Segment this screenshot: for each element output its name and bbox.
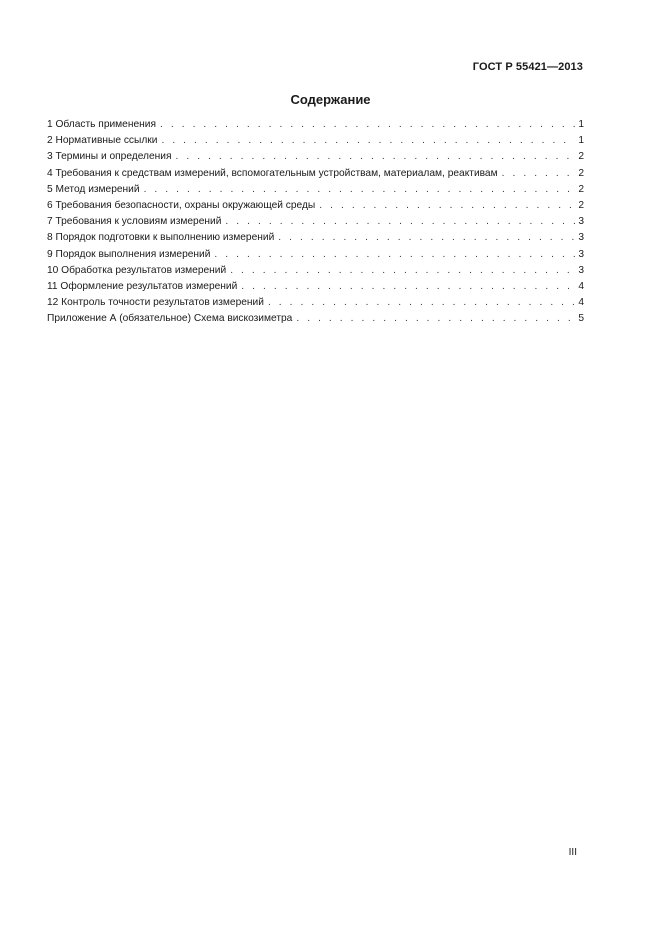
toc-entry-page: 2 — [578, 151, 584, 163]
toc-leader-dots — [278, 232, 575, 243]
toc-entry-page: 1 — [578, 119, 584, 130]
toc-entry[interactable] — [47, 151, 584, 167]
toc-entry-page: 3 — [578, 264, 584, 276]
toc-leader-dots — [175, 151, 575, 162]
toc-entry-appendix[interactable] — [47, 313, 584, 329]
toc-entry[interactable] — [47, 249, 584, 265]
toc-entry-label: 11 Оформление результатов измерений — [47, 280, 238, 292]
toc-title: Содержание — [290, 92, 371, 107]
toc-entry-label: 2 Нормативные ссылки — [47, 135, 158, 147]
toc-entry[interactable] — [47, 281, 584, 297]
toc-entry[interactable] — [47, 216, 584, 232]
toc-entry-label: 4 Требования к средствам измерений, вспомогательным устройствам, материалам, реактивам — [47, 167, 498, 179]
toc-entry[interactable] — [47, 232, 584, 248]
toc-entry-label: 12 Контроль точности результатов измерений — [47, 297, 264, 309]
toc-leader-dots — [319, 200, 575, 211]
toc-entry-page: 3 — [578, 216, 584, 228]
toc-entry[interactable] — [47, 265, 584, 281]
toc-leader-dots — [502, 168, 576, 179]
toc-entry[interactable] — [47, 297, 584, 313]
toc-leader-dots — [225, 216, 575, 227]
page-number: III — [568, 847, 577, 858]
toc-entry-page: 2 — [578, 199, 584, 211]
toc-entry-page: 3 — [578, 232, 584, 244]
toc-leader-dots — [214, 249, 575, 260]
toc-entry[interactable] — [47, 200, 584, 216]
toc-leader-dots — [230, 265, 575, 276]
toc-entry-label: 5 Метод измерений — [47, 183, 140, 195]
toc-entry-label: 7 Требования к условиям измерений — [47, 216, 222, 228]
toc-leader-dots — [296, 313, 575, 324]
toc-entry-label: Приложение А (обязательное) Схема вискозиметра — [47, 313, 293, 325]
toc-entry[interactable] — [47, 184, 584, 200]
toc-leader-dots — [144, 184, 576, 195]
toc-entry-page: 2 — [578, 167, 584, 179]
toc-entry-label: 3 Термины и определения — [47, 151, 172, 163]
toc-leader-dots — [161, 135, 575, 146]
toc-entry-page: 1 — [578, 135, 584, 147]
toc-entry-page: 4 — [578, 280, 584, 292]
toc-entry-page: 3 — [578, 248, 584, 260]
toc-entry[interactable] — [47, 119, 584, 135]
document-code: ГОСТ Р 55421—2013 — [472, 61, 583, 73]
toc-entry-label: 9 Порядок выполнения измерений — [47, 248, 211, 260]
toc-entry[interactable] — [47, 135, 584, 151]
toc-entry-label: 8 Порядок подготовки к выполнению измерений — [47, 232, 275, 244]
toc-entry[interactable] — [47, 168, 584, 184]
toc-entry-label: 1 Область применения — [47, 119, 156, 130]
toc-leader-dots — [160, 119, 575, 130]
table-of-contents — [47, 119, 584, 329]
toc-leader-dots — [268, 297, 575, 308]
toc-leader-dots — [241, 281, 575, 292]
toc-entry-page: 4 — [578, 297, 584, 309]
toc-entry-page: 2 — [578, 183, 584, 195]
toc-entry-label: 6 Требования безопасности, охраны окружающей среды — [47, 199, 316, 211]
toc-entry-page: 5 — [578, 313, 584, 325]
toc-entry-label: 10 Обработка результатов измерений — [47, 264, 227, 276]
